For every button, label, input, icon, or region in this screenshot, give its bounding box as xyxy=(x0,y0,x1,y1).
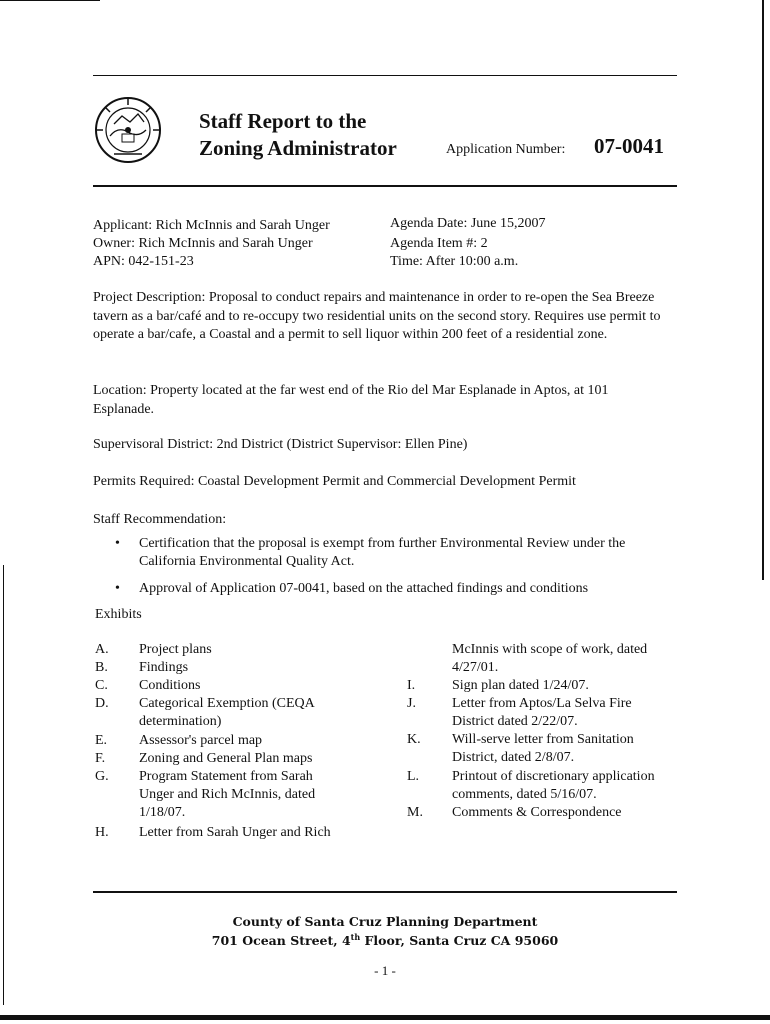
exhibit-letter: F. xyxy=(95,751,106,766)
exhibit-letter: D. xyxy=(95,696,109,711)
bullet-text: Certification that the proposal is exempt from further Environmental Review under the California Environmental Quality Act. xyxy=(139,536,626,569)
exhibit-text: Will-serve letter from Sanitation District, dated 2/8/07. xyxy=(452,732,634,765)
exhibit-letter: K. xyxy=(407,732,421,747)
exhibit-text: Assessor's parcel map xyxy=(139,733,263,748)
footer-department: County of Santa Cruz Planning Department xyxy=(232,914,538,929)
agenda-time: Time: After 10:00 a.m. xyxy=(390,254,519,269)
exhibit-text: Letter from Aptos/La Selva Fire District dated 2/22/07. xyxy=(452,696,632,729)
bullet-text: Approval of Application 07-0041, based on the attached findings and conditions xyxy=(139,581,589,596)
owner-line: Owner: Rich McInnis and Sarah Unger xyxy=(93,236,313,251)
supervisoral-district: Supervisoral District: 2nd District (District Supervisor: Ellen Pine) xyxy=(93,437,468,452)
exhibit-text: Project plans xyxy=(139,642,212,657)
exhibit-letter: L. xyxy=(407,769,420,784)
exhibit-letter: H. xyxy=(95,825,109,840)
footer-address-sup: th xyxy=(350,932,361,942)
exhibit-letter: G. xyxy=(95,769,109,784)
application-number-label: Application Number: xyxy=(446,142,566,157)
footer-address-pre: 701 Ocean Street, 4 xyxy=(211,933,351,949)
exhibit-letter: M. xyxy=(407,805,423,820)
exhibit-text: Program Statement from Sarah Unger and Rich McInnis, dated 1/18/07. xyxy=(139,769,316,820)
permits-required: Permits Required: Coastal Development Permit and Commercial Development Permit xyxy=(93,474,576,489)
footer-address-post: Floor, Santa Cruz CA 95060 xyxy=(360,933,559,949)
exhibit-text: Zoning and General Plan maps xyxy=(139,751,313,766)
staff-recommendation-heading: Staff Recommendation: xyxy=(93,512,227,527)
application-number-value: 07-0041 xyxy=(594,134,664,158)
header-top-rule xyxy=(93,75,677,76)
exhibit-letter: I. xyxy=(407,678,416,693)
apn-line: APN: 042-151-23 xyxy=(93,254,194,269)
agenda-date: Agenda Date: June 15,2007 xyxy=(390,216,546,231)
exhibit-text: Printout of discretionary application comments, dated 5/16/07. xyxy=(452,769,655,802)
footer-address xyxy=(0,932,770,948)
report-title-line1: Staff Report to the xyxy=(199,109,367,133)
project-description: Project Description: Proposal to conduct repairs and maintenance in order to re-open the Sea Breeze tavern as a bar/café and to re-occupy two residential units on the second story. Requires use permit to operate a bar/cafe, a Coastal and a permit to sell liquor within 200 feet of a residential zone. xyxy=(93,290,661,342)
exhibit-text: McInnis with scope of work, dated 4/27/01. xyxy=(452,642,648,675)
recommendation-bullet xyxy=(115,535,685,571)
report-title-line2: Zoning Administrator xyxy=(199,136,397,160)
bullet-dot: • xyxy=(115,581,120,596)
scan-edge-right xyxy=(762,0,764,580)
county-seal-icon xyxy=(94,96,162,164)
exhibit-text: Conditions xyxy=(139,678,201,693)
exhibits-heading: Exhibits xyxy=(95,607,142,622)
exhibit-text: Sign plan dated 1/24/07. xyxy=(452,678,589,693)
header-bottom-rule xyxy=(93,185,677,187)
bullet-dot: • xyxy=(115,536,120,551)
applicant-line: Applicant: Rich McInnis and Sarah Unger xyxy=(93,218,330,233)
agenda-item: Agenda Item #: 2 xyxy=(390,236,488,251)
exhibit-text: Letter from Sarah Unger and Rich xyxy=(139,825,331,840)
exhibit-letter: B. xyxy=(95,660,108,675)
exhibit-letter: A. xyxy=(95,642,109,657)
recommendation-bullet xyxy=(115,580,685,598)
location-paragraph: Location: Property located at the far west end of the Rio del Mar Esplanade in Aptos, at 101 Esplanade. xyxy=(93,383,609,417)
exhibit-text: Categorical Exemption (CEQA determination) xyxy=(139,696,314,729)
scan-edge-bottom xyxy=(0,1015,770,1020)
exhibit-letter: C. xyxy=(95,678,108,693)
exhibit-letter: E. xyxy=(95,733,108,748)
exhibit-text: Findings xyxy=(139,660,189,675)
exhibit-text: Comments & Correspondence xyxy=(452,805,622,820)
footer-rule xyxy=(93,891,677,893)
scan-edge-top-left xyxy=(0,0,100,1)
page-number: - 1 - xyxy=(374,963,396,978)
exhibit-letter: J. xyxy=(407,696,416,711)
